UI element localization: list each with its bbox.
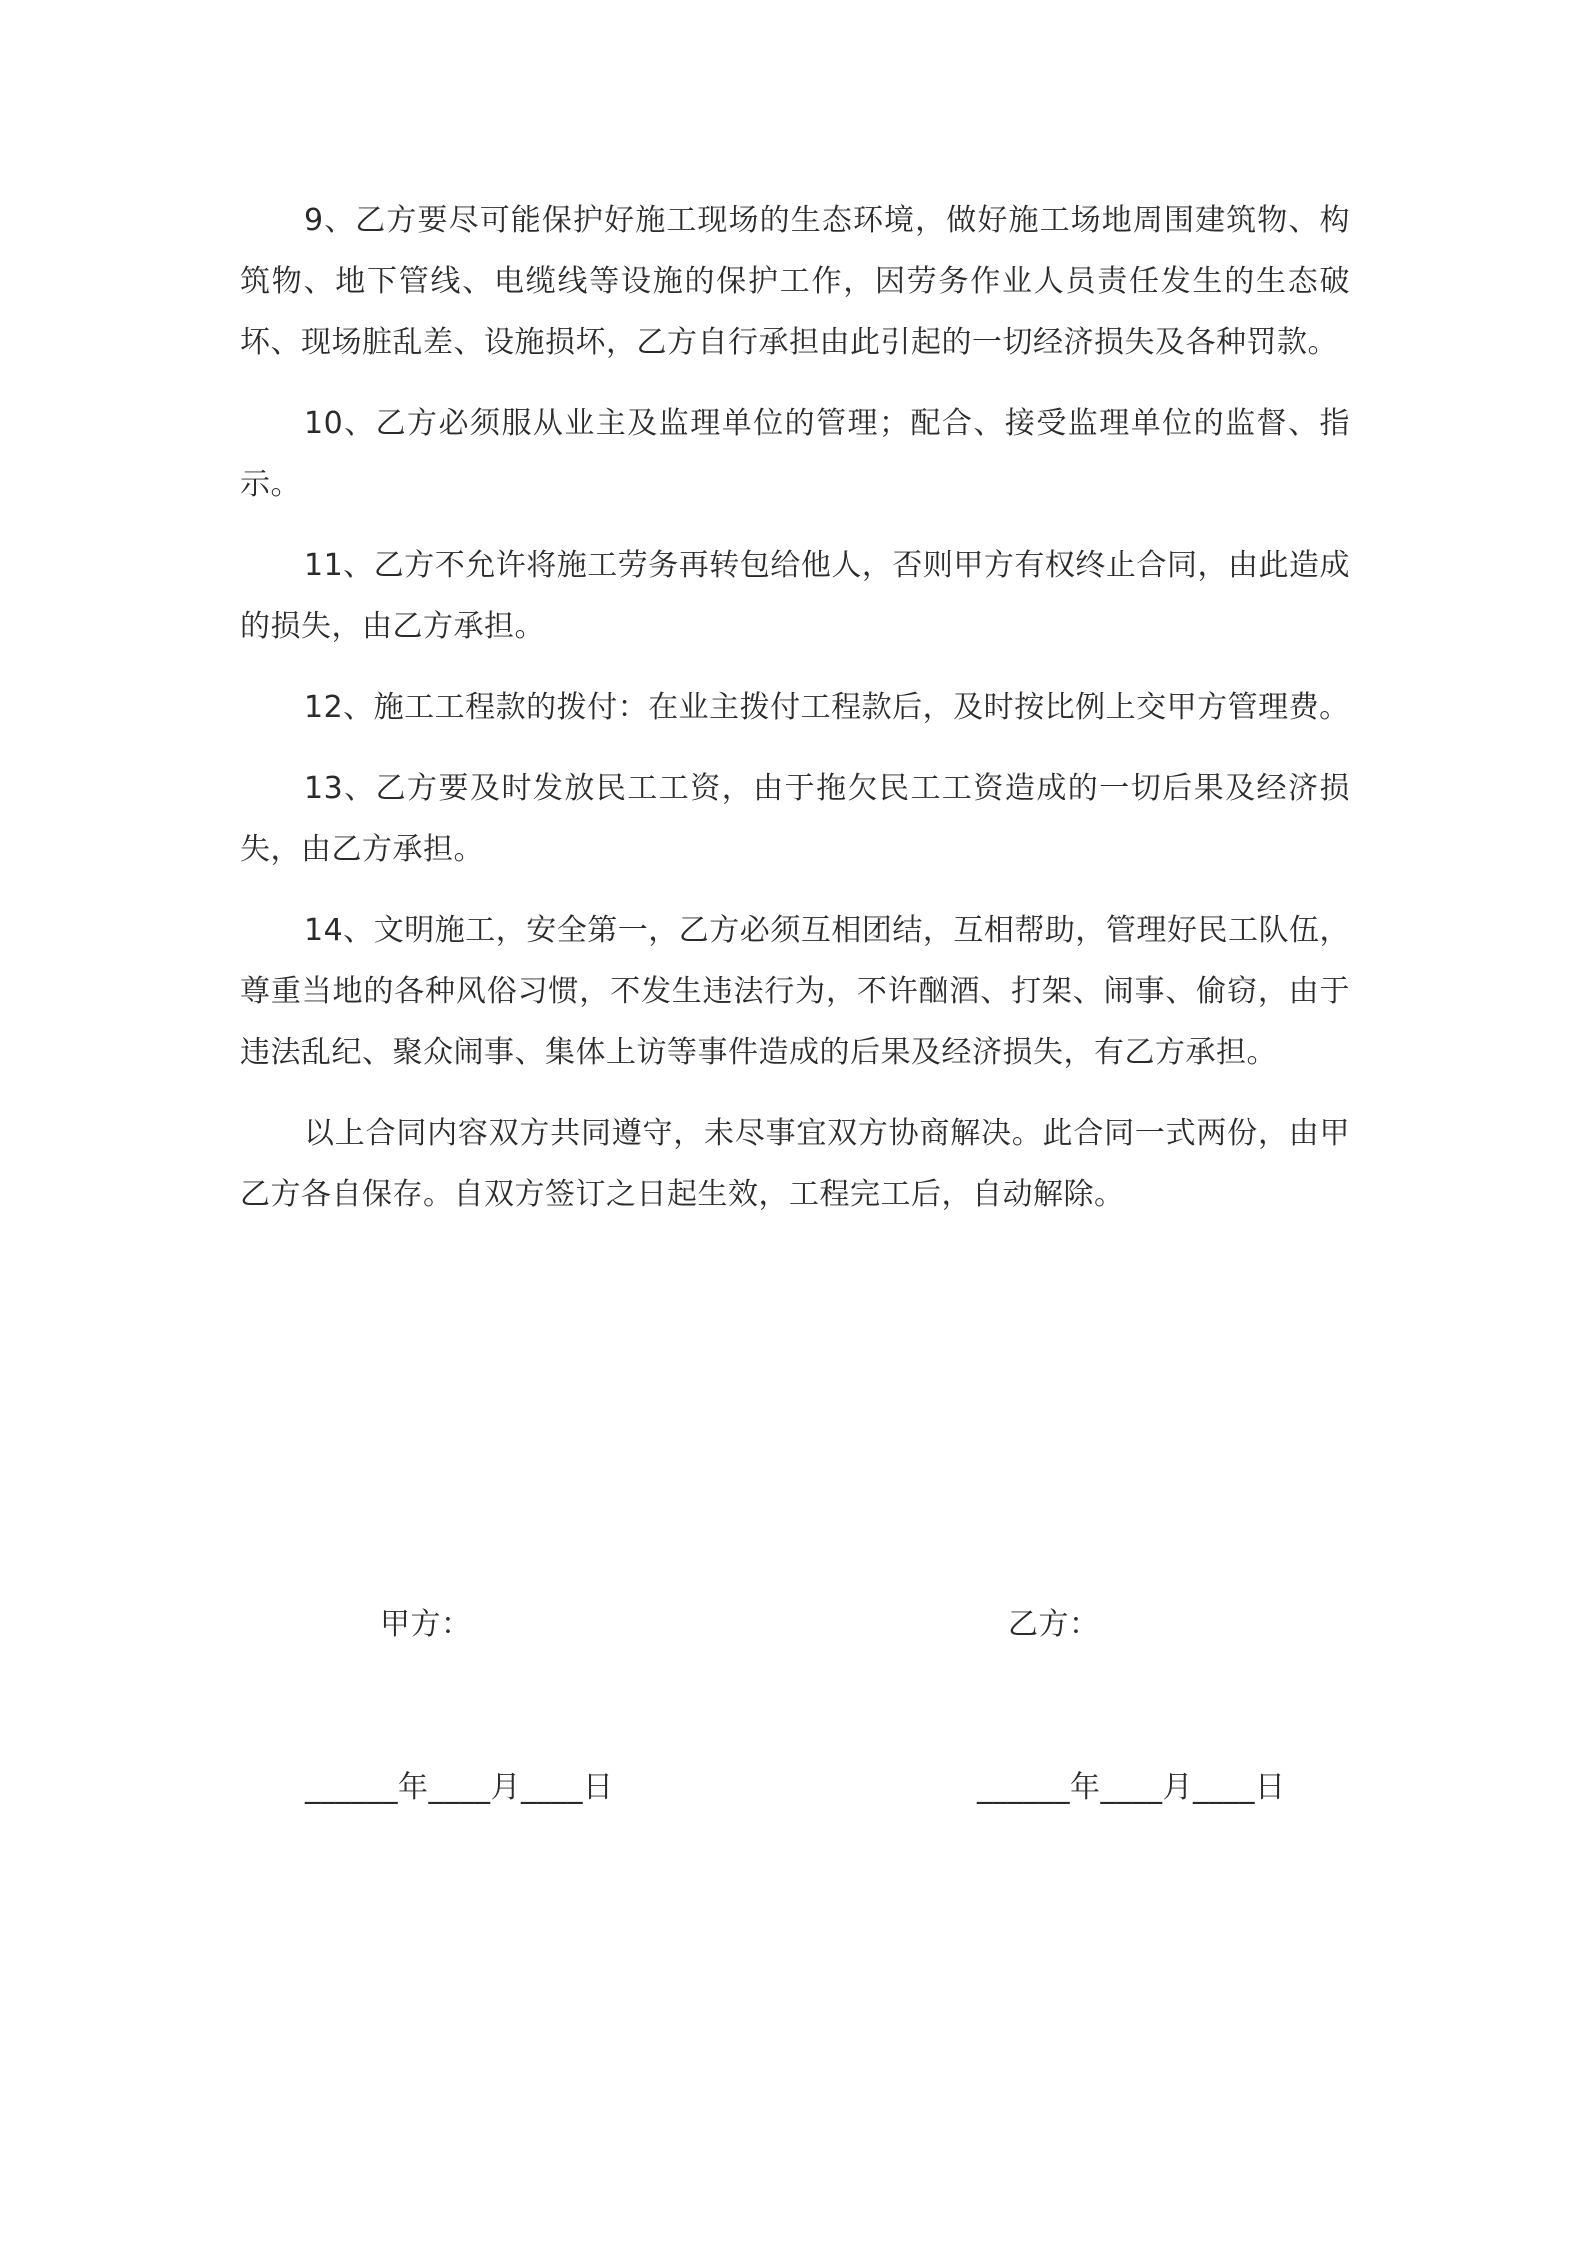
party-b-date-line: ______年____月____日 [977,1770,1286,1805]
clause-12: 12、施工工程款的拨付：在业主拨付工程款后，及时按比例上交甲方管理费。 [304,690,1350,725]
clause-14: 14、文明施工，安全第一，乙方必须互相团结，互相帮助，管理好民工队伍，尊重当地的各种风俗习惯，不发生违法行为，不许酗酒、打架、闹事、偷窃，由于违法乱纪、聚众闹事、集体上访等事件造成的后果及经济损失，有乙方承担。 [240,913,1350,1070]
clause-13: 13、乙方要及时发放民工工资，由于拖欠民工工资造成的一切后果及经济损失，由乙方承担。 [240,771,1350,867]
party-a-date-line: ______年____月____日 [305,1770,614,1805]
clause-10: 10、乙方必须服从业主及监理单位的管理；配合、接受监理单位的监督、指示。 [240,406,1350,502]
contract-body [240,190,1350,1245]
clause-11: 11、乙方不允许将施工劳务再转包给他人，否则甲方有权终止合同，由此造成的损失，由乙方承担。 [240,548,1350,644]
closing-paragraph: 以上合同内容双方共同遵守，未尽事宜双方协商解决。此合同一式两份，由甲乙方各自保存。自双方签订之日起生效，工程完工后，自动解除。 [240,1116,1350,1212]
party-b-label: 乙方： [1008,1607,1100,1642]
party-a-label: 甲方： [380,1607,472,1642]
clause-9: 9、乙方要尽可能保护好施工现场的生态环境，做好施工场地周围建筑物、构筑物、地下管线、电缆线等设施的保护工作，因劳务作业人员责任发生的生态破坏、现场脏乱差、设施损坏，乙方自行承担由此引起的一切经济损失及各种罚款。 [240,203,1350,360]
